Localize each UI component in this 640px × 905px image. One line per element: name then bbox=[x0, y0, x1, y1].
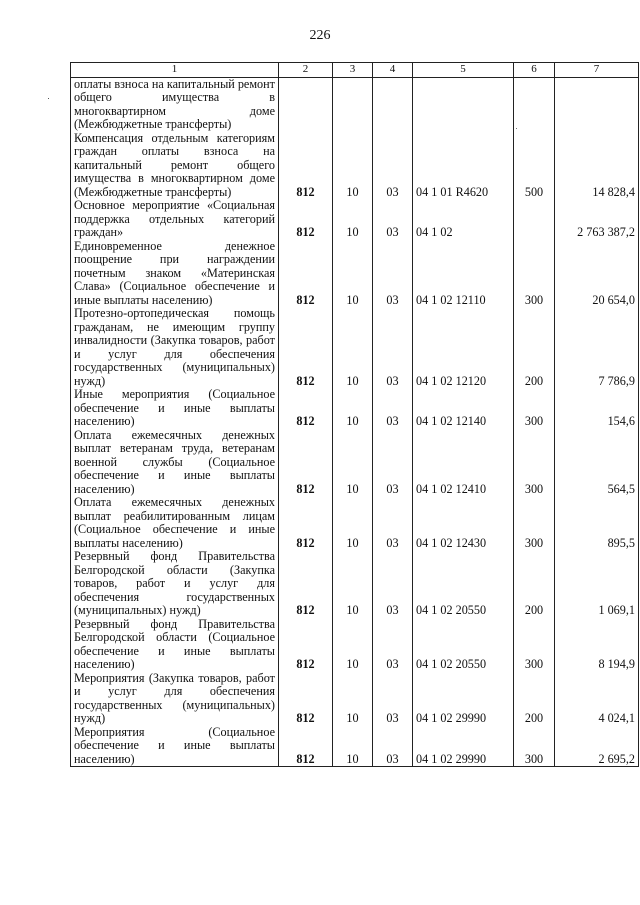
row-section: 10 bbox=[333, 496, 373, 550]
row-subsection: 03 bbox=[373, 307, 413, 388]
row-amount: 14 828,4 bbox=[555, 132, 639, 200]
row-admin-code: 812 bbox=[279, 388, 333, 429]
row-target-article: 04 1 02 20550 bbox=[413, 618, 514, 672]
row-expense-type bbox=[514, 77, 555, 132]
row-expense-type: 200 bbox=[514, 550, 555, 618]
row-description: Единовременное денежное поощрение при награждении почетным знаком «Материнская Слава» (Социальное обеспечение и иные выплаты населению) bbox=[71, 240, 279, 308]
row-section: 10 bbox=[333, 429, 373, 497]
row-subsection: 03 bbox=[373, 550, 413, 618]
row-expense-type: 300 bbox=[514, 496, 555, 550]
row-description: Оплата ежемесячных денежных выплат реабилитированным лицам (Социальное обеспечение и иные выплаты населению) bbox=[71, 496, 279, 550]
table-header bbox=[71, 63, 639, 78]
row-target-article: 04 1 02 12110 bbox=[413, 240, 514, 308]
row-subsection: 03 bbox=[373, 199, 413, 240]
row-subsection: 03 bbox=[373, 672, 413, 726]
row-description: Основное мероприятие «Социальная поддержка отдельных категорий граждан» bbox=[71, 199, 279, 240]
row-amount: 1 069,1 bbox=[555, 550, 639, 618]
row-section: 10 bbox=[333, 618, 373, 672]
table-row bbox=[71, 672, 639, 726]
scan-speck bbox=[48, 98, 49, 99]
row-subsection bbox=[373, 77, 413, 132]
row-amount: 4 024,1 bbox=[555, 672, 639, 726]
row-subsection: 03 bbox=[373, 240, 413, 308]
row-target-article: 04 1 02 12410 bbox=[413, 429, 514, 497]
row-expense-type: 300 bbox=[514, 429, 555, 497]
table-row bbox=[71, 726, 639, 767]
row-admin-code bbox=[279, 77, 333, 132]
table-row bbox=[71, 240, 639, 308]
row-expense-type: 300 bbox=[514, 240, 555, 308]
table-row bbox=[71, 388, 639, 429]
row-description: Мероприятия (Закупка товаров, работ и услуг для обеспечения государственных (муниципальных) нужд) bbox=[71, 672, 279, 726]
row-section: 10 bbox=[333, 672, 373, 726]
row-section: 10 bbox=[333, 132, 373, 200]
page-number: 226 bbox=[309, 28, 331, 43]
row-subsection: 03 bbox=[373, 429, 413, 497]
budget-table bbox=[70, 62, 639, 767]
row-admin-code: 812 bbox=[279, 496, 333, 550]
row-admin-code: 812 bbox=[279, 726, 333, 767]
column-header-4: 4 bbox=[373, 63, 413, 78]
row-amount: 7 786,9 bbox=[555, 307, 639, 388]
row-subsection: 03 bbox=[373, 618, 413, 672]
row-section: 10 bbox=[333, 726, 373, 767]
row-subsection: 03 bbox=[373, 496, 413, 550]
row-target-article: 04 1 02 20550 bbox=[413, 550, 514, 618]
column-header-7: 7 bbox=[555, 63, 639, 78]
row-expense-type: 300 bbox=[514, 726, 555, 767]
row-amount: 154,6 bbox=[555, 388, 639, 429]
row-description: Оплата ежемесячных денежных выплат ветеранам труда, ветеранам военной службы (Социальное обеспечение и иные выплаты населению) bbox=[71, 429, 279, 497]
column-header-1: 1 bbox=[71, 63, 279, 78]
row-description: Резервный фонд Правительства Белгородской области (Закупка товаров, работ и услуг для обеспечения государственных (муниципальных) нужд) bbox=[71, 550, 279, 618]
row-amount: 2 695,2 bbox=[555, 726, 639, 767]
row-target-article: 04 1 02 bbox=[413, 199, 514, 240]
row-section: 10 bbox=[333, 307, 373, 388]
row-description: Мероприятия (Социальное обеспечение и иные выплаты населению) bbox=[71, 726, 279, 767]
row-subsection: 03 bbox=[373, 726, 413, 767]
row-admin-code: 812 bbox=[279, 550, 333, 618]
row-target-article: 04 1 02 29990 bbox=[413, 672, 514, 726]
row-amount: 20 654,0 bbox=[555, 240, 639, 308]
row-expense-type: 300 bbox=[514, 388, 555, 429]
row-description: Протезно-ортопедическая помощь гражданам, не имеющим группу инвалидности (Закупка товаров, работ и услуг для обеспечения государственных (муниципальных) нужд) bbox=[71, 307, 279, 388]
column-header-2: 2 bbox=[279, 63, 333, 78]
row-target-article bbox=[413, 77, 514, 132]
row-admin-code: 812 bbox=[279, 672, 333, 726]
row-description: оплаты взноса на капитальный ремонт общего имущества в многоквартирном доме (Межбюджетные трансферты) bbox=[71, 77, 279, 132]
row-amount: 8 194,9 bbox=[555, 618, 639, 672]
row-section: 10 bbox=[333, 550, 373, 618]
row-amount: 564,5 bbox=[555, 429, 639, 497]
row-section: 10 bbox=[333, 240, 373, 308]
table-row bbox=[71, 199, 639, 240]
table-row bbox=[71, 77, 639, 132]
table-row bbox=[71, 307, 639, 388]
row-amount bbox=[555, 77, 639, 132]
row-target-article: 04 1 02 29990 bbox=[413, 726, 514, 767]
row-expense-type: 500 bbox=[514, 132, 555, 200]
row-section: 10 bbox=[333, 199, 373, 240]
row-section: 10 bbox=[333, 388, 373, 429]
row-expense-type: 200 bbox=[514, 307, 555, 388]
table-row bbox=[71, 132, 639, 200]
table-row bbox=[71, 496, 639, 550]
row-target-article: 04 1 02 12120 bbox=[413, 307, 514, 388]
row-subsection: 03 bbox=[373, 388, 413, 429]
row-amount: 2 763 387,2 bbox=[555, 199, 639, 240]
column-header-5: 5 bbox=[413, 63, 514, 78]
row-amount: 895,5 bbox=[555, 496, 639, 550]
column-header-6: 6 bbox=[514, 63, 555, 78]
table-row bbox=[71, 618, 639, 672]
row-admin-code: 812 bbox=[279, 429, 333, 497]
row-description: Резервный фонд Правительства Белгородской области (Социальное обеспечение и иные выплаты населению) bbox=[71, 618, 279, 672]
row-target-article: 04 1 01 R4620 bbox=[413, 132, 514, 200]
row-description: Иные мероприятия (Социальное обеспечение и иные выплаты населению) bbox=[71, 388, 279, 429]
row-expense-type bbox=[514, 199, 555, 240]
column-header-3: 3 bbox=[333, 63, 373, 78]
row-subsection: 03 bbox=[373, 132, 413, 200]
row-admin-code: 812 bbox=[279, 132, 333, 200]
row-expense-type: 300 bbox=[514, 618, 555, 672]
row-admin-code: 812 bbox=[279, 199, 333, 240]
row-expense-type: 200 bbox=[514, 672, 555, 726]
row-admin-code: 812 bbox=[279, 307, 333, 388]
row-target-article: 04 1 02 12430 bbox=[413, 496, 514, 550]
table-row bbox=[71, 429, 639, 497]
row-target-article: 04 1 02 12140 bbox=[413, 388, 514, 429]
row-description: Компенсация отдельным категориям граждан оплаты взноса на капитальный ремонт общего имущества в многоквартирном доме (Межбюджетные трансферты) bbox=[71, 132, 279, 200]
table-row bbox=[71, 550, 639, 618]
row-admin-code: 812 bbox=[279, 618, 333, 672]
row-section bbox=[333, 77, 373, 132]
table-body bbox=[71, 77, 639, 767]
row-admin-code: 812 bbox=[279, 240, 333, 308]
